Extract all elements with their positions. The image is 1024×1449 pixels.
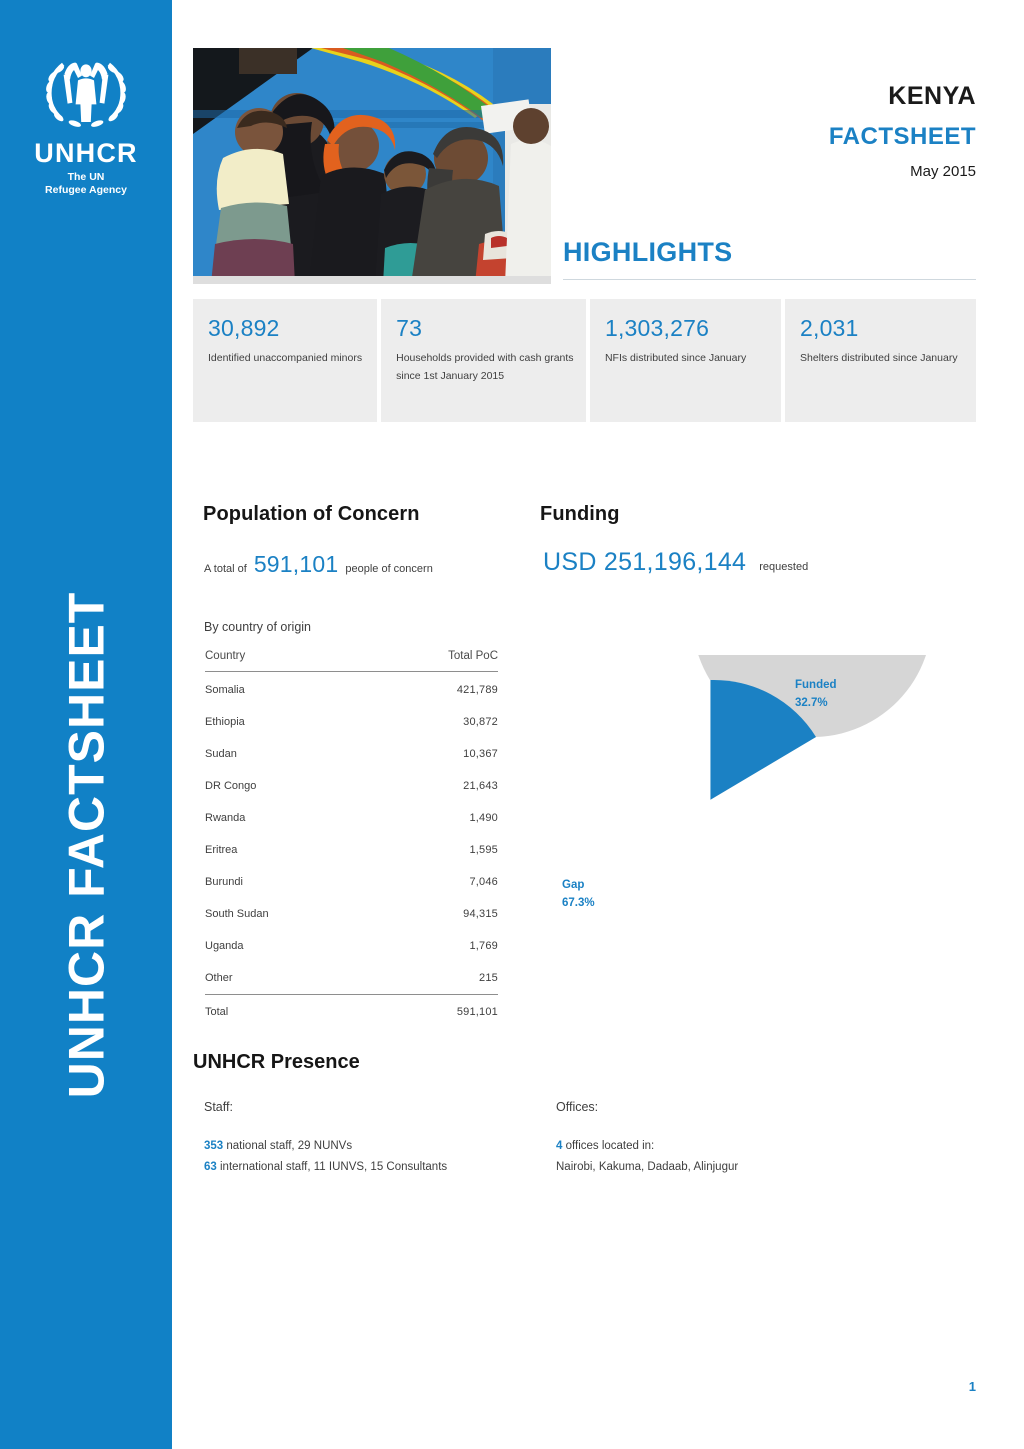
pie-label-gap <box>562 877 595 913</box>
table-total-row <box>205 995 498 1029</box>
column-header-total-poc: Total PoC <box>448 650 498 662</box>
highlights-divider <box>563 279 976 280</box>
cell-country: Rwanda <box>205 812 246 824</box>
stat-card-unaccompanied-minors <box>193 299 377 422</box>
table-row <box>205 834 498 866</box>
population-total-value: 591,101 <box>253 551 339 577</box>
table-row <box>205 738 498 770</box>
cell-total: 21,643 <box>463 780 498 792</box>
population-total-line <box>204 551 433 578</box>
stat-card-cash-grants <box>381 299 586 422</box>
logo-tagline <box>45 171 127 197</box>
funding-amount-line <box>543 548 808 577</box>
table-body <box>205 672 498 1029</box>
pie-label-funded <box>795 677 837 713</box>
stat-value: 1,303,276 <box>604 315 710 341</box>
sidebar-vertical-text: UNHCR FACTSHEET <box>58 591 114 1098</box>
header-photo-illustration <box>193 48 551 284</box>
highlights-heading: HIGHLIGHTS <box>563 237 733 267</box>
pie-label-funded-pct: 32.7% <box>795 696 828 709</box>
sidebar-vertical-title <box>0 0 172 1449</box>
funding-pie-chart <box>540 655 960 945</box>
staff-national-count: 353 <box>204 1140 224 1152</box>
table-row <box>205 962 498 995</box>
unhcr-emblem-icon <box>38 50 134 138</box>
funding-amount: USD 251,196,144 <box>543 548 747 576</box>
table-row <box>205 866 498 898</box>
highlights-stats-row <box>193 299 976 422</box>
population-table <box>205 650 498 1028</box>
staff-international-text: international staff, 11 IUNVS, 15 Consultants <box>220 1161 448 1174</box>
pie-label-gap-text: Gap <box>562 879 585 891</box>
cell-country: Eritrea <box>205 844 238 856</box>
cell-country: South Sudan <box>205 908 269 920</box>
cell-total: 30,872 <box>463 716 498 728</box>
page-number: 1 <box>968 1379 976 1394</box>
stat-card-shelters-distributed <box>785 299 976 422</box>
cell-country: Sudan <box>205 748 237 760</box>
cell-total: 215 <box>479 972 498 984</box>
cell-total: 1,595 <box>469 844 498 856</box>
table-header-row <box>205 650 498 672</box>
table-row <box>205 706 498 738</box>
staff-line-national <box>204 1136 524 1157</box>
unhcr-logo <box>0 50 172 197</box>
offices-count-line <box>556 1136 886 1157</box>
country-title: KENYA <box>888 82 976 110</box>
column-header-country: Country <box>205 650 246 662</box>
cell-country: Ethiopia <box>205 716 245 728</box>
presence-offices-column <box>556 1100 886 1179</box>
cell-country: Somalia <box>205 684 245 696</box>
population-total-suffix: people of concern <box>345 563 433 575</box>
presence-staff-column <box>204 1100 524 1179</box>
table-row <box>205 898 498 930</box>
table-caption: By country of origin <box>204 620 311 634</box>
table-row <box>205 770 498 802</box>
left-sidebar <box>0 0 172 1449</box>
offices-list: Nairobi, Kakuma, Dadaab, Alinjugur <box>556 1161 739 1174</box>
cell-country: Burundi <box>205 876 243 888</box>
document-type-title: FACTSHEET <box>828 122 976 150</box>
stat-label: Shelters distributed since January <box>799 352 958 364</box>
stat-value: 2,031 <box>799 315 859 341</box>
cell-total: 10,367 <box>463 748 498 760</box>
pie-slice-divider <box>708 680 711 800</box>
table-row <box>205 802 498 834</box>
presence-heading: UNHCR Presence <box>193 1051 360 1073</box>
cell-country: DR Congo <box>205 780 257 792</box>
staff-line-international <box>204 1157 524 1178</box>
stat-label: NFIs distributed since January <box>604 352 747 364</box>
stat-value: 30,892 <box>208 315 280 341</box>
cell-total: 7,046 <box>469 876 498 888</box>
stat-value: 73 <box>396 315 423 341</box>
funding-amount-suffix: requested <box>759 561 809 573</box>
cell-total: 1,490 <box>469 812 498 824</box>
population-heading: Population of Concern <box>203 503 420 525</box>
offices-count-text: offices located in: <box>565 1140 655 1152</box>
cell-total-label: Total <box>205 1006 229 1018</box>
offices-heading: Offices: <box>556 1100 599 1114</box>
funding-heading: Funding <box>540 503 620 525</box>
pie-label-gap-pct: 67.3% <box>562 896 595 909</box>
pie-label-funded-text: Funded <box>795 679 837 691</box>
cell-country: Uganda <box>205 940 244 952</box>
pie-chart-svg <box>540 655 960 945</box>
offices-count: 4 <box>556 1140 563 1152</box>
stat-label: Identified unaccompanied minors <box>208 352 363 364</box>
stat-card-nfis-distributed <box>590 299 781 422</box>
population-total-prefix: A total of <box>204 563 247 575</box>
staff-heading: Staff: <box>204 1100 233 1114</box>
logo-wordmark: UNHCR <box>34 138 138 168</box>
logo-tagline-line-2: Refugee Agency <box>45 184 127 197</box>
header-photo <box>193 48 551 284</box>
table-row <box>205 672 498 707</box>
cell-country: Other <box>205 972 233 984</box>
cell-total: 1,769 <box>469 940 498 952</box>
table-row <box>205 930 498 962</box>
stat-label: Households provided with cash grants since 1st January 2015 <box>396 352 574 383</box>
document-title-block <box>829 82 976 181</box>
highlights-heading-wrap <box>563 238 976 268</box>
table-header <box>205 650 498 672</box>
cell-total-value: 591,101 <box>456 1006 498 1018</box>
staff-international-count: 63 <box>204 1161 217 1174</box>
staff-national-text: national staff, 29 NUNVs <box>226 1140 353 1152</box>
cell-total: 421,789 <box>456 684 498 696</box>
document-date: May 2015 <box>910 163 976 181</box>
logo-tagline-line-1: The UN <box>67 171 105 183</box>
cell-total: 94,315 <box>463 908 498 920</box>
